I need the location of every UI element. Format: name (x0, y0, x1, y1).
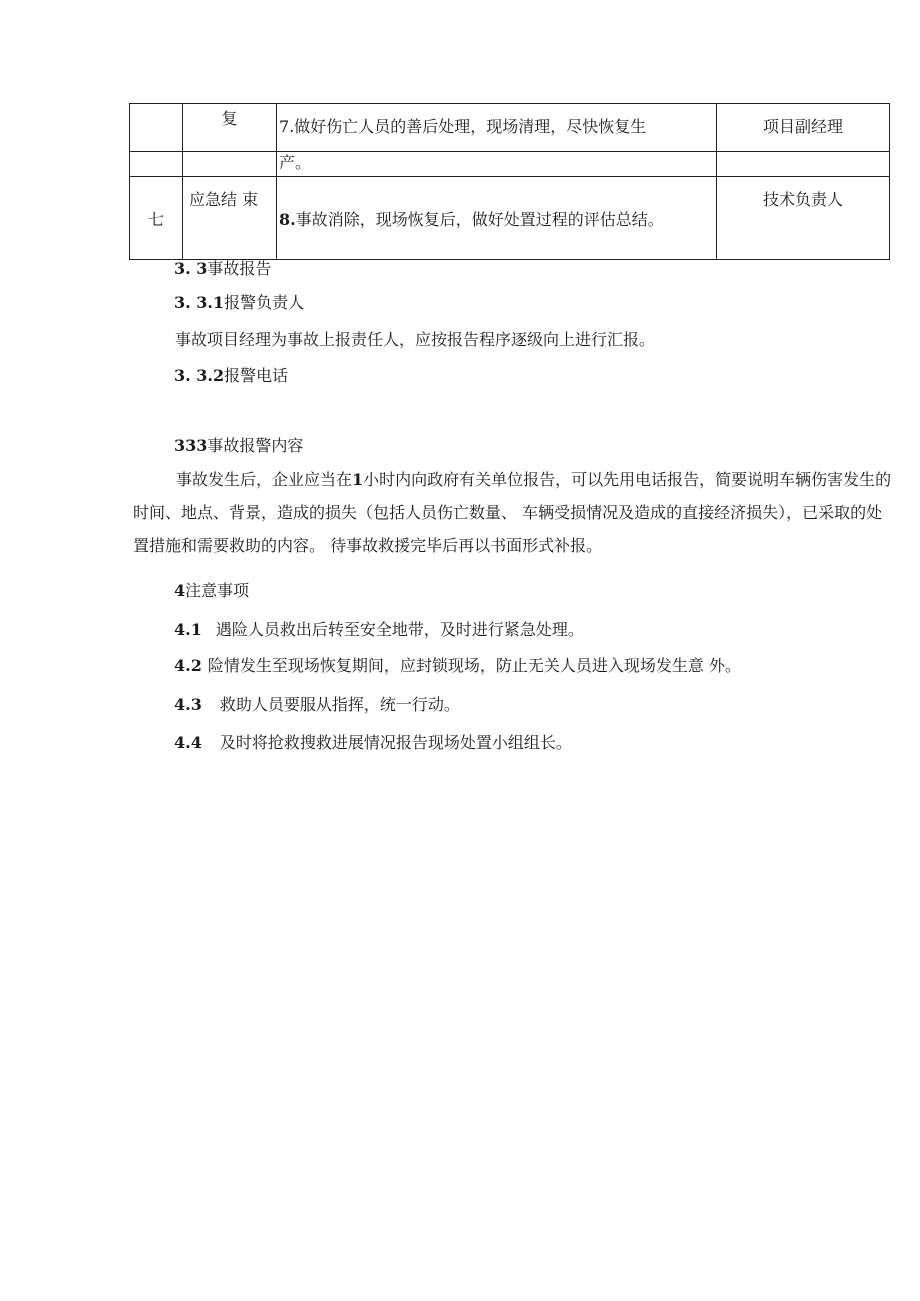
item-text: 遇险人员救出后转至安全地带，及时进行紧急处理。 (215, 620, 584, 639)
step-number: 7. (279, 117, 295, 136)
description-continued-cell: 产。 (277, 152, 717, 177)
responsible-cell: 项目副经理 (717, 104, 890, 152)
step-text: 做好伤亡人员的善后处理，现场清理，尽快恢复生 (294, 117, 647, 136)
list-item (174, 617, 584, 640)
section-title: 注意事项 (185, 581, 250, 600)
section-number: 3. 3.2 (174, 366, 225, 385)
stage-cell: 应急结 束 (183, 177, 277, 260)
section-title: 事故报告 (207, 259, 272, 278)
responsible-cell: 技术负责人 (717, 177, 890, 260)
body-text: 小时内向政府有关单位报告，可以先用电话报告，简要说明车辆伤害发生的时间、地点、背景，造成的损失（包括人员伤亡数量、 车辆受损情况及造成的直接经济损失），已采取的处置措施和需要救助的内容。 待事故救援完毕后再以书面形式补报。 (133, 470, 892, 555)
item-number: 4.4 (174, 733, 202, 752)
list-item (174, 653, 741, 676)
item-text: 救助人员要服从指挥，统一行动。 (219, 695, 460, 714)
empty-cell (130, 152, 183, 177)
body-number: 1 (352, 470, 364, 489)
section-number: 3. 3.1 (174, 293, 225, 312)
section-number: 4 (174, 581, 186, 600)
description-cell (277, 104, 717, 152)
row-number-cell: 七 (130, 177, 183, 260)
description-cell (277, 177, 717, 260)
list-item (174, 692, 460, 715)
item-number: 4.3 (174, 695, 202, 714)
section-body-3-3-3 (133, 463, 893, 562)
stage-cell: 复 (183, 104, 277, 152)
procedure-table (129, 103, 890, 260)
section-number: 3. 3 (174, 259, 208, 278)
list-item (174, 730, 572, 753)
step-number: 8. (279, 209, 296, 229)
section-heading-3-3-2 (174, 363, 288, 386)
item-text: 险情发生至现场恢复期间，应封锁现场，防止无关人员进入现场发生意 外。 (207, 656, 741, 675)
section-title: 报警负责人 (224, 293, 305, 312)
section-heading-4 (174, 578, 249, 601)
step-text: 事故消除，现场恢复后，做好处置过程的评估总结。 (295, 209, 664, 229)
row-number-cell (130, 104, 183, 152)
item-text: 及时将抢救搜救进展情况报告现场处置小组组长。 (219, 733, 572, 752)
section-body-3-3-1: 事故项目经理为事故上报责任人，应按报告程序逐级向上进行汇报。 (175, 330, 656, 349)
section-heading-3-3 (174, 256, 271, 279)
item-number: 4.1 (174, 620, 202, 639)
table-row (130, 177, 890, 260)
table-row (130, 104, 890, 152)
section-title: 报警电话 (224, 366, 289, 385)
body-text: 事故发生后，企业应当在 (176, 470, 353, 489)
section-heading-3-3-3 (174, 433, 303, 456)
item-number: 4.2 (174, 656, 202, 675)
table-row (130, 152, 890, 177)
empty-cell (717, 152, 890, 177)
section-heading-3-3-1 (174, 290, 304, 313)
section-title: 事故报警内容 (207, 436, 304, 455)
section-number: 333 (174, 436, 208, 455)
empty-cell (183, 152, 277, 177)
